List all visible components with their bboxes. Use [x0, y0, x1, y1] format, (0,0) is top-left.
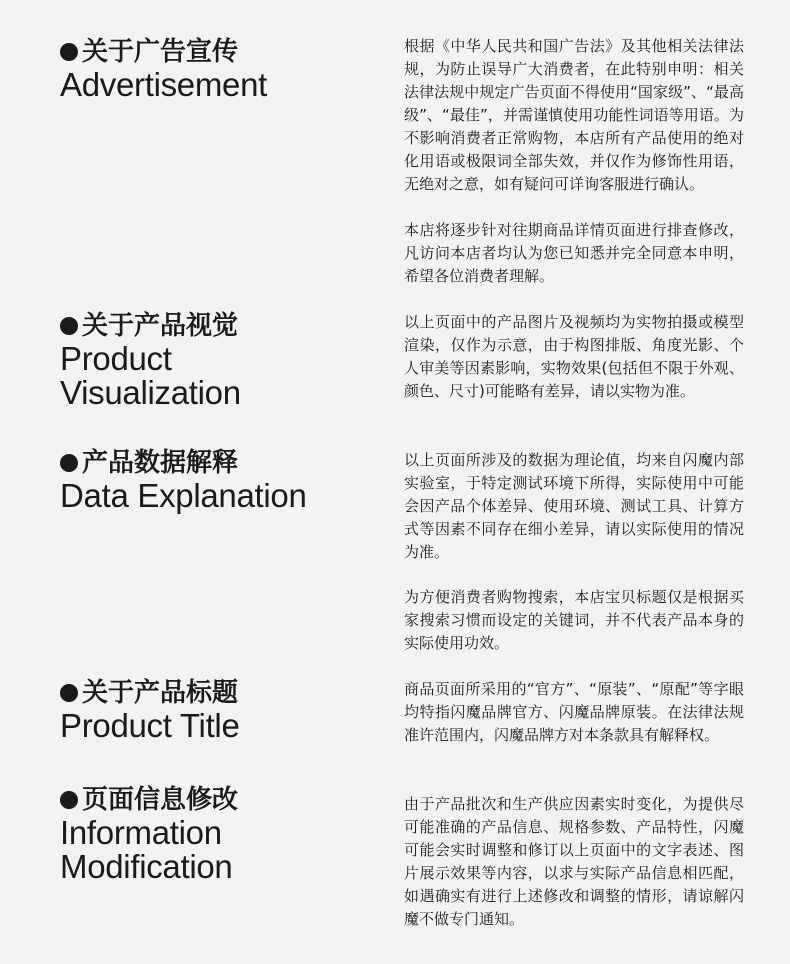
section-title-en-line-2: Modification	[60, 848, 233, 885]
section-title-zh: 关于广告宣传	[82, 37, 239, 67]
bullet-icon	[60, 684, 78, 702]
data-explanation-paragraph-2: 为方便消费者购物搜索，本店宝贝标题仅是根据买家搜索习惯而设定的关键词，并不代表产品本身的实际使用功效。	[404, 588, 744, 652]
product-title-paragraph: 商品页面所采用的“官方”、“原装”、“原配”等字眼均特指闪魔品牌官方、闪魔品牌原装。在法律法规准许范围内，闪魔品牌方对本条款具有解释权。	[404, 680, 744, 744]
section-title-en: Product Title	[60, 707, 240, 744]
bullet-icon	[60, 43, 78, 61]
section-title-zh: 页面信息修改	[82, 785, 239, 815]
section-title-en: Advertisement	[60, 66, 268, 103]
section-title-en-line-2: Visualization	[60, 374, 241, 411]
section-title-zh: 产品数据解释	[82, 448, 239, 478]
advertisement-paragraph-2: 本店将逐步针对往期商品详情页面进行排查修改，凡访问本店者均认为您已知悉并完全同意本申明，希望各位消费者理解。	[404, 221, 744, 285]
information-modification-paragraph: 由于产品批次和生产供应因素实时变化，为提供尽可能准确的产品信息、规格参数、产品特性，闪魔可能会实时调整和修订以上页面中的文字表述、图片展示效果等内容，以求与实际产品信息相匹配，如遇确实有进行上述修改和调整的情形，请谅解闪魔不做专门通知。	[404, 795, 744, 928]
section-information-modification-heading	[60, 784, 380, 884]
section-title-zh: 关于产品标题	[82, 678, 239, 708]
section-product-title-heading	[60, 677, 380, 743]
section-title-zh: 关于产品视觉	[82, 311, 239, 341]
section-product-visualization-heading	[60, 310, 380, 410]
section-data-explanation-heading	[60, 447, 380, 513]
section-title-en-line-1: Information	[60, 814, 222, 851]
advertisement-paragraph-1: 根据《中华人民共和国广告法》及其他相关法律法规，为防止误导广大消费者，在此特别申明：相关法律法规中规定广告页面不得使用“国家级”、“最高级”、“最佳”，并需谨慎使用功能性词语等用语。为不影响消费者正常购物，本店所有产品使用的绝对化用语或极限词全部失效，并仅作为修饰性用语，无绝对之意，如有疑问可详询客服进行确认。	[404, 37, 744, 193]
data-explanation-paragraph-1: 以上页面所涉及的数据为理论值，均来自闪魔内部实验室，于特定测试环境下所得，实际使用中可能会因产品个体差异、使用环境、测试工具、计算方式等因素不同存在细小差异，请以实际使用的情况为准。	[404, 451, 744, 561]
bullet-icon	[60, 317, 78, 335]
bullet-icon	[60, 791, 78, 809]
product-visualization-paragraph: 以上页面中的产品图片及视频均为实物拍摄或模型渲染，仅作为示意，由于构图排版、角度光影、个人审美等因素影响，实物效果(包括但不限于外观、颜色、尺寸)可能略有差异，请以实物为准。	[404, 313, 744, 400]
section-title-en-line-1: Product	[60, 340, 172, 377]
section-advertisement-heading	[60, 36, 380, 102]
bullet-icon	[60, 454, 78, 472]
section-title-en: Data Explanation	[60, 477, 307, 514]
